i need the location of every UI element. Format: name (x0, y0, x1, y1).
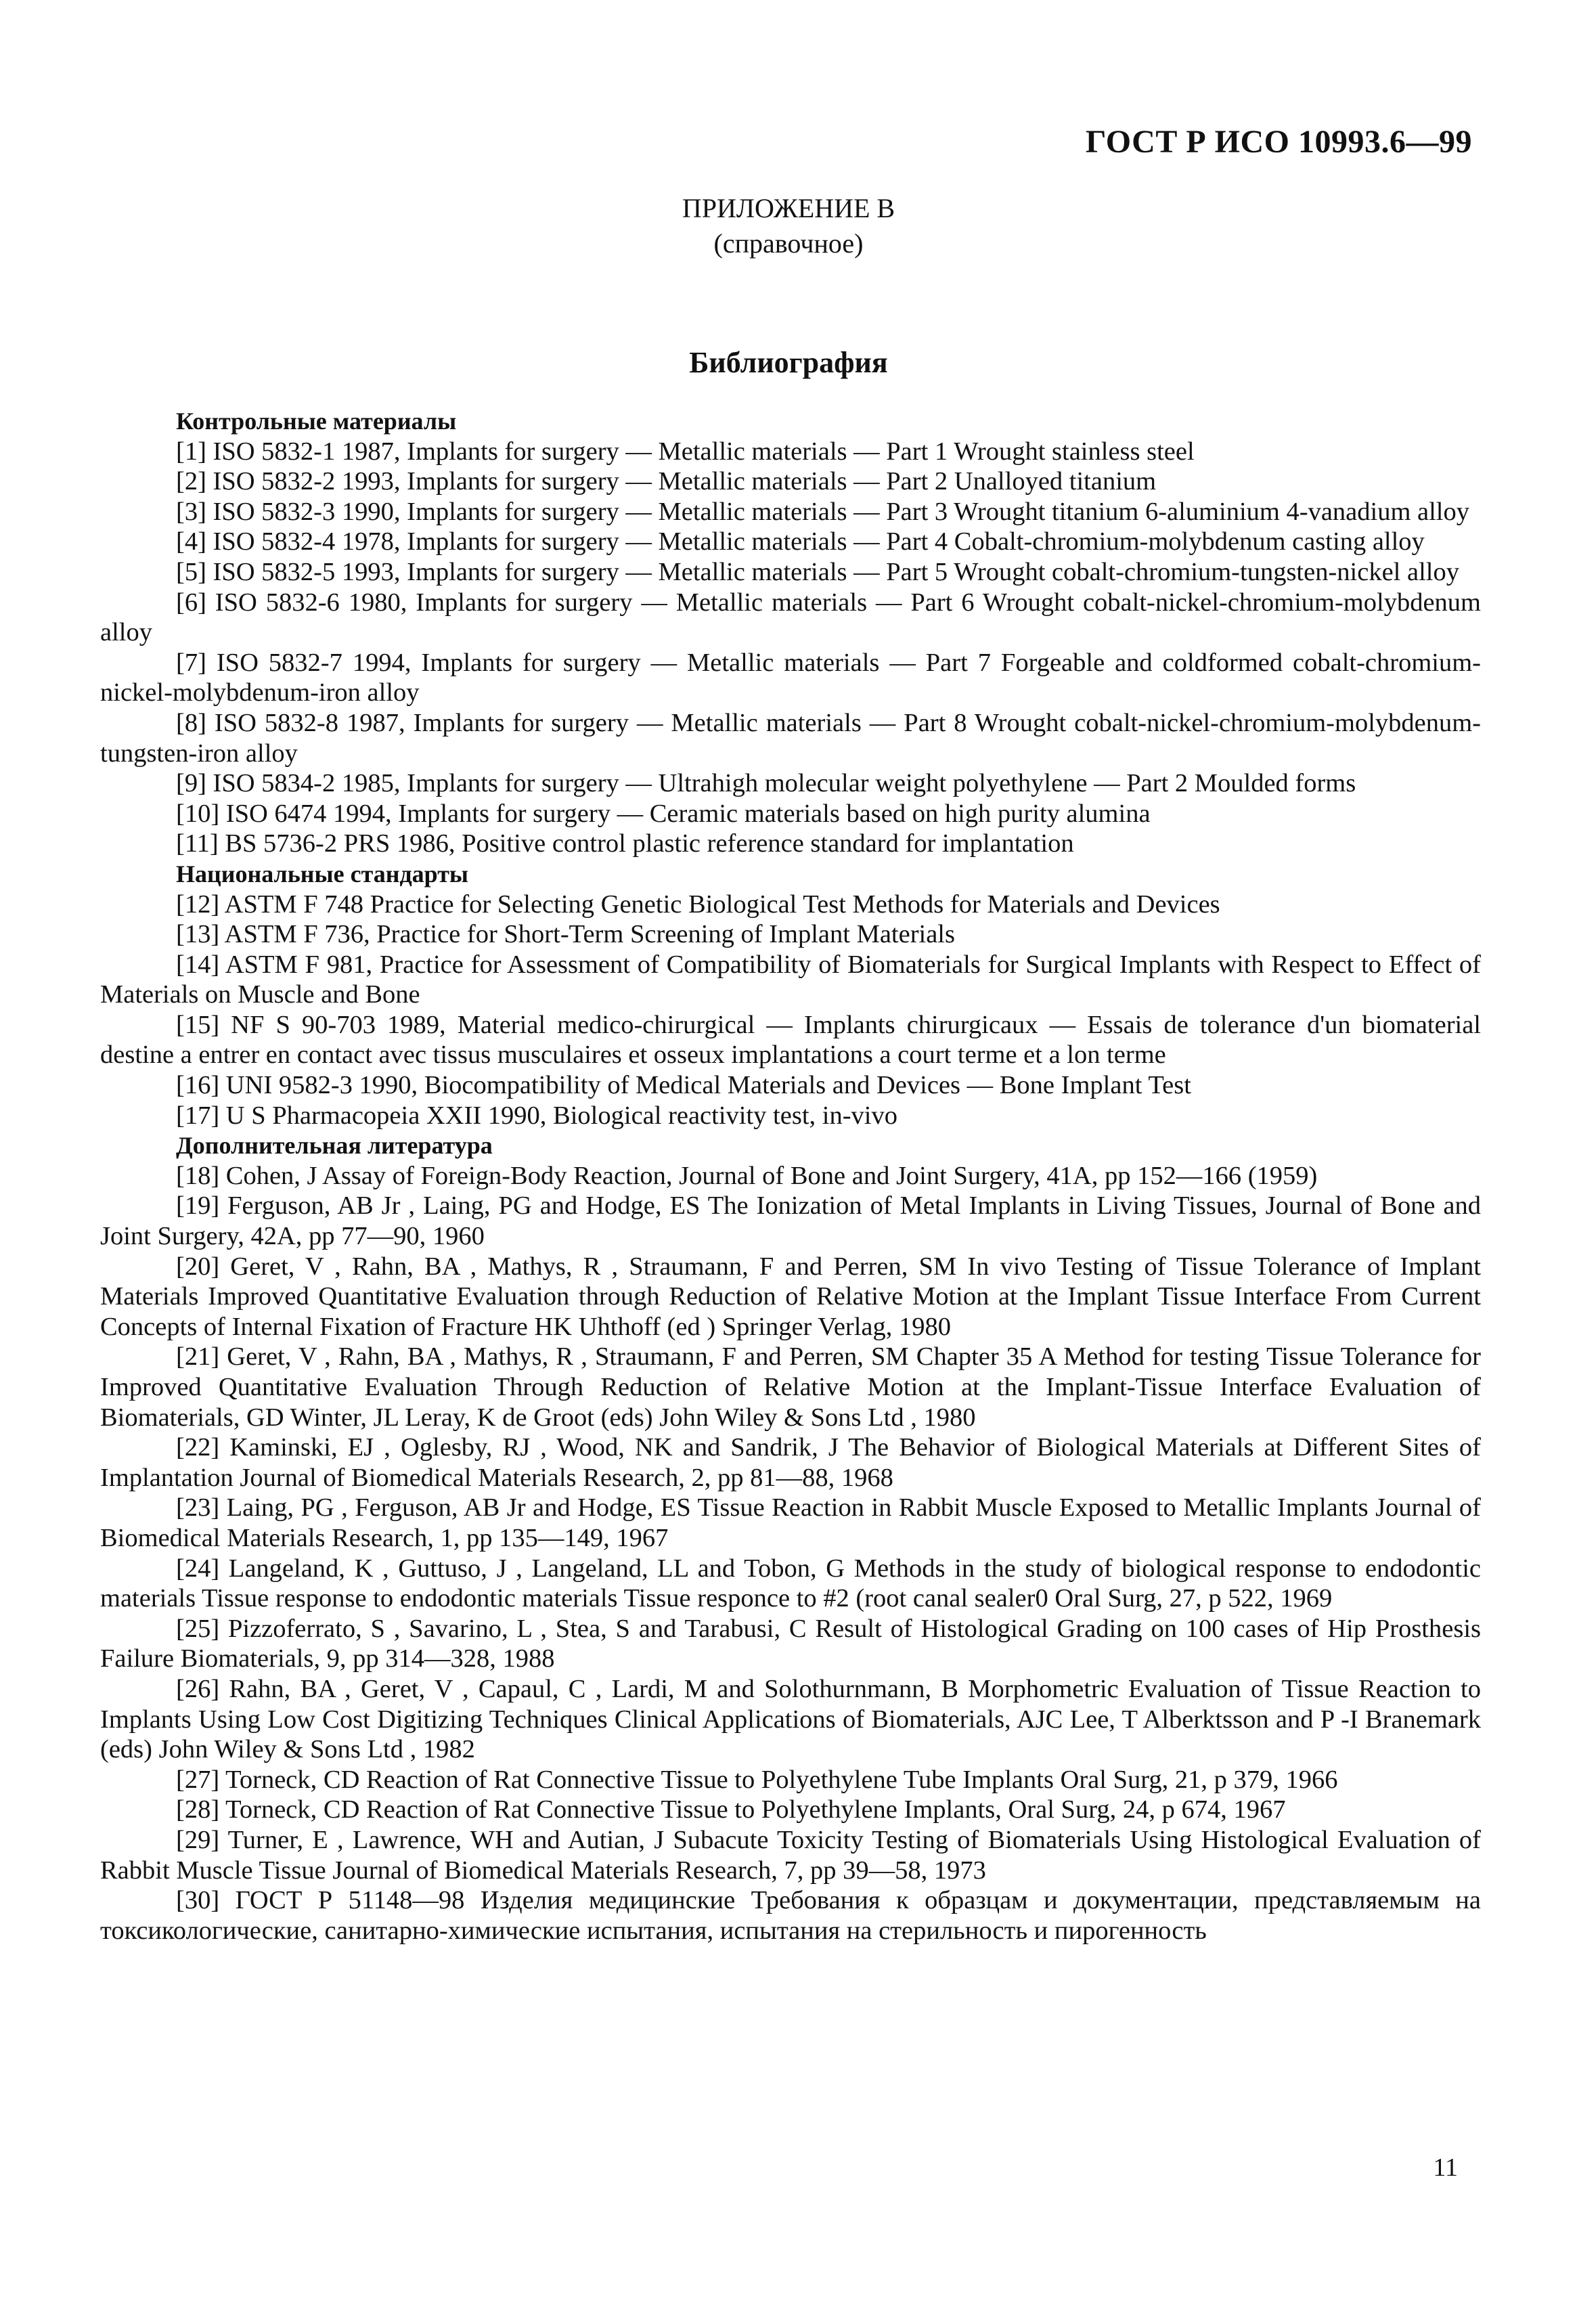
reference-item: [4] ISO 5832-4 1978, Implants for surgery — Metallic materials — Part 4 Cobalt-chromium-molybdenum casting alloy (176, 527, 1425, 556)
page-number: 11 (1433, 2153, 1458, 2182)
reference-item: [3] ISO 5832-3 1990, Implants for surgery — Metallic materials — Part 3 Wrought titanium 6-aluminium 4-vanadium alloy (176, 497, 1469, 526)
reference-item: [22] Kaminski, EJ , Oglesby, RJ , Wood, NK and Sandrik, J The Behavior of Biological Materials at Different Sites of Implantation Journal of Biomedical Materials Research, 2, pp 81—88, 1968 (100, 1433, 1481, 1492)
reference-item: [19] Ferguson, AB Jr , Laing, PG and Hodge, ES The Ionization of Metal Implants in Living Tissues, Journal of Bone and Joint Surgery, 42A, pp 77—90, 1960 (100, 1191, 1481, 1251)
reference-item: [12] ASTM F 748 Practice for Selecting Genetic Biological Test Methods for Materials and Devices (176, 890, 1220, 919)
reference-item: [10] ISO 6474 1994, Implants for surgery — Ceramic materials based on high purity alumina (176, 799, 1151, 828)
appendix-title: ПРИЛОЖЕНИЕ В (682, 193, 895, 223)
reference-item: [21] Geret, V , Rahn, BA , Mathys, R , Straumann, F and Perren, SM Chapter 35 A Method for testing Tissue Tolerance for Improved Quantitative Evaluation Through Reduction of Relative Motion at the Implant-Tissue Interface Evaluation of Biomaterials, GD Winter, JL Leray, K de Groot (eds) John Wiley & Sons Ltd , 1980 (100, 1342, 1481, 1432)
reference-item: [13] ASTM F 736, Practice for Short-Term Screening of Implant Materials (176, 920, 955, 949)
section-title: Дополнительная литература (176, 1132, 493, 1160)
document-code: ГОСТ Р ИСО 10993.6—99 (1085, 124, 1472, 160)
reference-item: [15] NF S 90-703 1989, Material medico-chirurgical — Implants chirurgicaux — Essais de tolerance d'un biomaterial destine a entrer en contact avec tissus musculaires et osseux implantations a court terme et a lon terme (100, 1010, 1481, 1070)
reference-item: [6] ISO 5832-6 1980, Implants for surgery — Metallic materials — Part 6 Wrought cobalt-nickel-chromium-molybdenum alloy (100, 588, 1481, 647)
reference-item: [25] Pizzoferrato, S , Savarino, L , Stea, S and Tarabusi, C Result of Histological Grading on 100 cases of Hip Prosthesis Failure Biomaterials, 9, pp 314—328, 1988 (100, 1614, 1481, 1673)
section-title: Контрольные материалы (176, 408, 457, 435)
reference-item: [9] ISO 5834-2 1985, Implants for surgery — Ultrahigh molecular weight polyethylene — Part 2 Moulded forms (176, 769, 1356, 798)
appendix-label (0, 191, 1577, 261)
reference-item: [18] Cohen, J Assay of Foreign-Body Reaction, Journal of Bone and Joint Surgery, 41A, pp 152—166 (1959) (176, 1161, 1318, 1190)
reference-item: [7] ISO 5832-7 1994, Implants for surgery — Metallic materials — Part 7 Forgeable and coldformed cobalt-chromium-nickel-molybdenum-iron alloy (100, 648, 1481, 707)
reference-item: [30] ГОСТ Р 51148—98 Изделия медицинские Требования к образцам и документации, представляемым на токсикологические, санитарно-химические испытания, испытания на стерильность и пирогенность (100, 1886, 1481, 1945)
reference-item: [23] Laing, PG , Ferguson, AB Jr and Hodge, ES Tissue Reaction in Rabbit Muscle Exposed to Metallic Implants Journal of Biomedical Materials Research, 1, pp 135—149, 1967 (100, 1493, 1481, 1552)
reference-item: [29] Turner, E , Lawrence, WH and Autian, J Subacute Toxicity Testing of Biomaterials Using Histological Evaluation of Rabbit Muscle Tissue Journal of Biomedical Materials Research, 7, pp 39—58, 1973 (100, 1825, 1481, 1885)
reference-item: [1] ISO 5832-1 1987, Implants for surgery — Metallic materials — Part 1 Wrought stainless steel (176, 437, 1195, 466)
section-title: Национальные стандарты (176, 860, 468, 887)
reference-item: [24] Langeland, K , Guttuso, J , Langeland, LL and Tobon, G Methods in the study of biological response to endodontic materials Tissue response to endodontic materials Tissue responce to #2 (root canal sealer0 Oral Surg, 27, p 522, 1969 (100, 1554, 1481, 1613)
reference-item: [8] ISO 5832-8 1987, Implants for surgery — Metallic materials — Part 8 Wrought cobalt-nickel-chromium-molybdenum-tungsten-iron alloy (100, 708, 1481, 768)
reference-item: [27] Torneck, CD Reaction of Rat Connective Tissue to Polyethylene Tube Implants Oral Surg, 21, p 379, 1966 (176, 1765, 1338, 1794)
reference-item: [26] Rahn, BA , Geret, V , Capaul, C , Lardi, M and Solothurnmann, B Morphometric Evaluation of Tissue Reaction to Implants Using Low Cost Digitizing Techniques Clinical Applications of Biomaterials, AJC Lee, T Alberktsson and P -I Branemark (eds) John Wiley & Sons Ltd , 1982 (100, 1674, 1481, 1764)
bibliography-list (100, 406, 1481, 1946)
reference-item: [2] ISO 5832-2 1993, Implants for surgery — Metallic materials — Part 2 Unalloyed titanium (176, 467, 1157, 496)
reference-item: [5] ISO 5832-5 1993, Implants for surgery — Metallic materials — Part 5 Wrought cobalt-chromium-tungsten-nickel alloy (176, 557, 1459, 586)
reference-item: [16] UNI 9582-3 1990, Biocompatibility of Medical Materials and Devices — Bone Implant Test (176, 1071, 1191, 1100)
bibliography-heading: Библиография (689, 346, 888, 379)
reference-item: [28] Torneck, CD Reaction of Rat Connective Tissue to Polyethylene Implants, Oral Surg, 24, p 674, 1967 (176, 1795, 1286, 1824)
reference-item: [14] ASTM F 981, Practice for Assessment of Compatibility of Biomaterials for Surgical Implants with Respect to Effect of Materials on Muscle and Bone (100, 950, 1481, 1009)
reference-item: [17] U S Pharmacopeia XXII 1990, Biological reactivity test, in-vivo (176, 1101, 897, 1130)
appendix-subtitle: (справочное) (713, 228, 864, 259)
reference-item: [20] Geret, V , Rahn, BA , Mathys, R , Straumann, F and Perren, SM In vivo Testing of Tissue Tolerance of Implant Materials Improved Quantitative Evaluation through Reduction of Relative Motion at the Implant Tissue Interface From Current Concepts of Internal Fixation of Fracture HK Uhthoff (ed ) Springer Verlag, 1980 (100, 1252, 1481, 1341)
reference-item: [11] BS 5736-2 PRS 1986, Positive control plastic reference standard for implantation (176, 829, 1074, 858)
